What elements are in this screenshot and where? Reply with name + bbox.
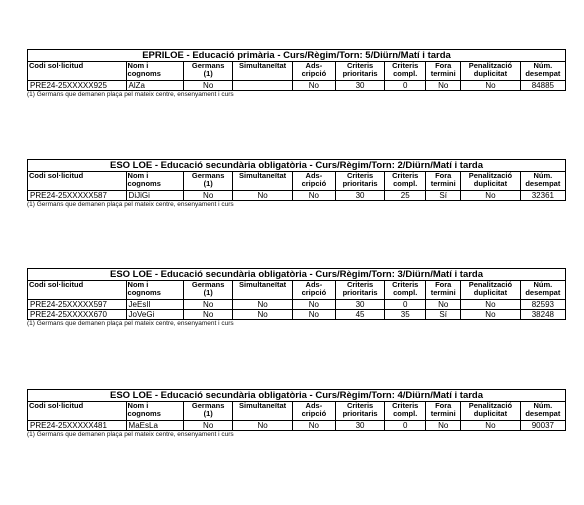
header-adscripcio-line2: cripció	[301, 288, 327, 297]
header-criteris-prioritaris-line1: Criteris	[346, 61, 374, 70]
result-section	[27, 268, 566, 328]
header-num-desempat-line1: Núm.	[533, 401, 553, 410]
header-criteris-prioritaris-line2: prioritaris	[342, 288, 378, 297]
header-fora-termini-line2: termini	[430, 179, 456, 188]
cell-criteris-prioritaris: 45	[335, 310, 384, 320]
cell-codi: PRE24-25XXXXX670	[28, 310, 127, 320]
cell-germans: No	[184, 300, 233, 310]
header-num-desempat-line2: desempat	[525, 288, 561, 297]
cell-criteris-prioritaris: 30	[335, 421, 384, 431]
header-num-desempat-line1: Núm.	[533, 280, 553, 289]
header-num-desempat-line1: Núm.	[533, 171, 553, 180]
cell-criteris-compl: 0	[385, 421, 426, 431]
cell-num-desempat: 84885	[520, 81, 565, 91]
header-adscripcio	[292, 402, 335, 421]
table-title: ESO LOE - Educació secundària obligatòria - Curs/Règim/Torn: 2/Diürn/Matí i tarda	[28, 160, 566, 172]
header-penalitzacio	[461, 402, 521, 421]
result-section	[27, 49, 566, 99]
header-fora-termini	[426, 402, 461, 421]
header-criteris-prioritaris-line2: prioritaris	[342, 409, 378, 418]
cell-criteris-prioritaris: 30	[335, 191, 384, 201]
header-row	[28, 281, 566, 300]
header-criteris-compl	[385, 281, 426, 300]
header-criteris-prioritaris-line1: Criteris	[346, 401, 374, 410]
header-codi: Codi sol·licitud	[28, 402, 127, 421]
cell-penalitzacio: No	[461, 81, 521, 91]
header-codi: Codi sol·licitud	[28, 281, 127, 300]
cell-nom: JeEsII	[126, 300, 183, 310]
header-nom	[126, 281, 183, 300]
cell-simultaneitat: No	[233, 191, 293, 201]
header-germans-line2: (1)	[203, 288, 213, 297]
header-criteris-prioritaris	[335, 62, 384, 81]
header-criteris-compl	[385, 62, 426, 81]
table-row	[28, 81, 566, 91]
header-nom-line2: cognoms	[127, 69, 161, 78]
header-fora-termini-line1: Fora	[435, 171, 452, 180]
header-germans-line2: (1)	[203, 69, 213, 78]
footnote: (1) Germans que demanen plaça pel mateix centre, ensenyament i curs	[27, 320, 234, 327]
header-fora-termini-line1: Fora	[435, 61, 452, 70]
header-penalitzacio-line1: Penalització	[468, 280, 513, 289]
header-num-desempat-line2: desempat	[525, 69, 561, 78]
header-codi: Codi sol·licitud	[28, 172, 127, 191]
header-adscripcio	[292, 172, 335, 191]
header-nom-line1: Nom i	[127, 171, 149, 180]
header-fora-termini	[426, 281, 461, 300]
cell-num-desempat: 82593	[520, 300, 565, 310]
table-title: EPRILOE - Educació primària - Curs/Règim/Torn: 5/Diürn/Matí i tarda	[28, 50, 566, 62]
header-adscripcio-line2: cripció	[301, 69, 327, 78]
header-adscripcio-line2: cripció	[301, 409, 327, 418]
header-germans	[184, 62, 233, 81]
cell-nom: AlZa	[126, 81, 183, 91]
cell-fora-termini: No	[426, 421, 461, 431]
header-fora-termini	[426, 62, 461, 81]
cell-penalitzacio: No	[461, 300, 521, 310]
cell-fora-termini: No	[426, 81, 461, 91]
header-germans	[184, 402, 233, 421]
header-penalitzacio-line2: duplicitat	[473, 69, 508, 78]
header-criteris-prioritaris-line2: prioritaris	[342, 179, 378, 188]
cell-fora-termini: No	[426, 300, 461, 310]
header-criteris-compl-line1: Criteris	[392, 280, 419, 289]
header-criteris-prioritaris	[335, 281, 384, 300]
header-adscripcio-line1: Ads-	[305, 61, 323, 70]
header-adscripcio	[292, 62, 335, 81]
header-germans-line1: Germans	[191, 401, 225, 410]
header-nom-line2: cognoms	[127, 288, 161, 297]
header-nom-line1: Nom i	[127, 61, 149, 70]
header-num-desempat	[520, 402, 565, 421]
header-num-desempat	[520, 62, 565, 81]
header-nom-line2: cognoms	[127, 179, 161, 188]
cell-adscripcio: No	[292, 300, 335, 310]
cell-codi: PRE24-25XXXXX597	[28, 300, 127, 310]
header-penalitzacio-line2: duplicitat	[473, 179, 508, 188]
header-simultaneitat: Simultaneïtat	[233, 62, 293, 81]
results-table	[27, 49, 566, 91]
cell-adscripcio: No	[292, 81, 335, 91]
header-fora-termini-line2: termini	[430, 288, 456, 297]
header-criteris-prioritaris	[335, 172, 384, 191]
cell-germans: No	[184, 81, 233, 91]
header-penalitzacio	[461, 172, 521, 191]
header-criteris-prioritaris-line1: Criteris	[346, 171, 374, 180]
header-adscripcio	[292, 281, 335, 300]
result-section	[27, 389, 566, 439]
table-row	[28, 310, 566, 320]
cell-nom: JoVeGi	[126, 310, 183, 320]
header-row	[28, 172, 566, 191]
header-fora-termini-line1: Fora	[435, 401, 452, 410]
header-row	[28, 62, 566, 81]
footnote: (1) Germans que demanen plaça pel mateix centre, ensenyament i curs	[27, 431, 234, 438]
header-germans-line2: (1)	[203, 179, 213, 188]
header-num-desempat-line1: Núm.	[533, 61, 553, 70]
header-num-desempat-line2: desempat	[525, 409, 561, 418]
results-table	[27, 389, 566, 431]
header-criteris-compl	[385, 172, 426, 191]
header-germans-line1: Germans	[191, 171, 225, 180]
header-criteris-compl-line2: compl.	[393, 409, 418, 418]
cell-num-desempat: 32361	[520, 191, 565, 201]
header-fora-termini	[426, 172, 461, 191]
results-table	[27, 268, 566, 320]
cell-num-desempat: 38248	[520, 310, 565, 320]
cell-criteris-compl: 0	[385, 300, 426, 310]
header-fora-termini-line1: Fora	[435, 280, 452, 289]
header-germans-line1: Germans	[191, 280, 225, 289]
table-row	[28, 421, 566, 431]
header-codi: Codi sol·licitud	[28, 62, 127, 81]
cell-fora-termini: Sí	[426, 191, 461, 201]
header-fora-termini-line2: termini	[430, 69, 456, 78]
cell-penalitzacio: No	[461, 310, 521, 320]
header-nom	[126, 62, 183, 81]
cell-adscripcio: No	[292, 191, 335, 201]
cell-codi: PRE24-25XXXXX587	[28, 191, 127, 201]
header-adscripcio-line1: Ads-	[305, 401, 323, 410]
cell-germans: No	[184, 421, 233, 431]
cell-num-desempat: 90037	[520, 421, 565, 431]
header-criteris-compl-line1: Criteris	[392, 171, 419, 180]
result-section	[27, 159, 566, 209]
header-criteris-compl	[385, 402, 426, 421]
cell-criteris-compl: 0	[385, 81, 426, 91]
cell-adscripcio: No	[292, 310, 335, 320]
cell-codi: PRE24-25XXXXX481	[28, 421, 127, 431]
header-penalitzacio-line1: Penalització	[468, 61, 513, 70]
header-criteris-prioritaris	[335, 402, 384, 421]
header-fora-termini-line2: termini	[430, 409, 456, 418]
cell-nom: MaEsLa	[126, 421, 183, 431]
header-penalitzacio	[461, 281, 521, 300]
header-adscripcio-line2: cripció	[301, 179, 327, 188]
cell-simultaneitat: No	[233, 300, 293, 310]
header-germans-line2: (1)	[203, 409, 213, 418]
header-nom-line1: Nom i	[127, 401, 149, 410]
table-title: ESO LOE - Educació secundària obligatòria - Curs/Règim/Torn: 4/Diürn/Matí i tarda	[28, 390, 566, 402]
header-adscripcio-line1: Ads-	[305, 171, 323, 180]
cell-simultaneitat	[233, 81, 293, 91]
header-criteris-compl-line2: compl.	[393, 179, 418, 188]
header-num-desempat-line2: desempat	[525, 179, 561, 188]
header-simultaneitat: Simultaneïtat	[233, 172, 293, 191]
header-num-desempat	[520, 172, 565, 191]
header-nom-line1: Nom i	[127, 280, 149, 289]
footnote: (1) Germans que demanen plaça pel mateix centre, ensenyament i curs	[27, 91, 234, 98]
header-penalitzacio-line1: Penalització	[468, 171, 513, 180]
header-criteris-prioritaris-line2: prioritaris	[342, 69, 378, 78]
table-row	[28, 191, 566, 201]
cell-penalitzacio: No	[461, 421, 521, 431]
header-nom	[126, 402, 183, 421]
cell-simultaneitat: No	[233, 310, 293, 320]
cell-nom: DiJiGi	[126, 191, 183, 201]
header-criteris-compl-line2: compl.	[393, 69, 418, 78]
header-simultaneitat: Simultaneïtat	[233, 281, 293, 300]
header-criteris-compl-line1: Criteris	[392, 61, 419, 70]
header-nom	[126, 172, 183, 191]
cell-germans: No	[184, 191, 233, 201]
header-criteris-compl-line2: compl.	[393, 288, 418, 297]
cell-adscripcio: No	[292, 421, 335, 431]
cell-fora-termini: Sí	[426, 310, 461, 320]
cell-criteris-compl: 25	[385, 191, 426, 201]
cell-criteris-prioritaris: 30	[335, 81, 384, 91]
header-germans-line1: Germans	[191, 61, 225, 70]
header-germans	[184, 172, 233, 191]
cell-codi: PRE24-25XXXXX925	[28, 81, 127, 91]
table-title: ESO LOE - Educació secundària obligatòria - Curs/Règim/Torn: 3/Diürn/Matí i tarda	[28, 269, 566, 281]
header-germans	[184, 281, 233, 300]
cell-simultaneitat: No	[233, 421, 293, 431]
header-criteris-compl-line1: Criteris	[392, 401, 419, 410]
cell-germans: No	[184, 310, 233, 320]
header-criteris-prioritaris-line1: Criteris	[346, 280, 374, 289]
header-penalitzacio-line2: duplicitat	[473, 409, 508, 418]
cell-criteris-prioritaris: 30	[335, 300, 384, 310]
footnote: (1) Germans que demanen plaça pel mateix centre, ensenyament i curs	[27, 201, 234, 208]
header-row	[28, 402, 566, 421]
results-table	[27, 159, 566, 201]
cell-penalitzacio: No	[461, 191, 521, 201]
header-num-desempat	[520, 281, 565, 300]
header-penalitzacio-line1: Penalització	[468, 401, 513, 410]
header-simultaneitat: Simultaneïtat	[233, 402, 293, 421]
header-adscripcio-line1: Ads-	[305, 280, 323, 289]
header-penalitzacio-line2: duplicitat	[473, 288, 508, 297]
header-penalitzacio	[461, 62, 521, 81]
cell-criteris-compl: 35	[385, 310, 426, 320]
table-row	[28, 300, 566, 310]
header-nom-line2: cognoms	[127, 409, 161, 418]
